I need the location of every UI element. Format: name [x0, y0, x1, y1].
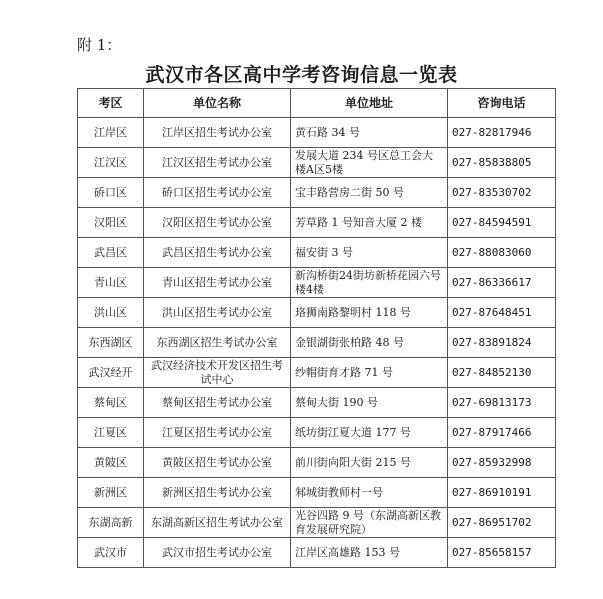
- office-name-cell: 洪山区招生考试办公室: [144, 298, 291, 328]
- column-header-phone: 咨询电话: [448, 89, 556, 118]
- district-cell: 青山区: [78, 268, 144, 298]
- addr-cell: 光谷四路 9 号（东湖高新区教育发展研究院）: [291, 508, 448, 538]
- district-cell: 洪山区: [78, 298, 144, 328]
- district-cell: 武汉市: [78, 538, 144, 568]
- phone-cell: 027-84852130: [448, 358, 556, 388]
- addr-cell: 珞狮南路黎明村 118 号: [291, 298, 448, 328]
- office-name-cell: 蔡甸区招生考试办公室: [144, 388, 291, 418]
- phone-cell: 027-83530702: [448, 178, 556, 208]
- office-name-cell: 武昌区招生考试办公室: [144, 238, 291, 268]
- office-name-cell: 江岸区招生考试办公室: [144, 118, 291, 148]
- district-cell: 武汉经开: [78, 358, 144, 388]
- table-row: [78, 388, 556, 418]
- consultation-info-table: [77, 88, 556, 568]
- district-cell: 东西湖区: [78, 328, 144, 358]
- table-header-row: [78, 89, 556, 118]
- table-row: [78, 478, 556, 508]
- column-header-district: 考区: [78, 89, 144, 118]
- phone-cell: 027-82817946: [448, 118, 556, 148]
- addr-cell: 芳草路 1 号知音大厦 2 楼: [291, 208, 448, 238]
- table-row: [78, 238, 556, 268]
- office-name-cell: 东西湖区招生考试办公室: [144, 328, 291, 358]
- addr-cell: 蔡甸大街 190 号: [291, 388, 448, 418]
- table-row: [78, 538, 556, 568]
- phone-cell: 027-86951702: [448, 508, 556, 538]
- phone-cell: 027-85838805: [448, 148, 556, 178]
- table-row: [78, 178, 556, 208]
- column-header-address: 单位地址: [291, 89, 448, 118]
- column-header-office: 单位名称: [144, 89, 291, 118]
- table-row: [78, 448, 556, 478]
- district-cell: 江岸区: [78, 118, 144, 148]
- table-body: [78, 118, 556, 568]
- addr-cell: 纱帽街育才路 71 号: [291, 358, 448, 388]
- office-name-cell: 新洲区招生考试办公室: [144, 478, 291, 508]
- office-name-cell: 青山区招生考试办公室: [144, 268, 291, 298]
- district-cell: 黄陂区: [78, 448, 144, 478]
- district-cell: 江汉区: [78, 148, 144, 178]
- addr-cell: 邾城街教师村一号: [291, 478, 448, 508]
- phone-cell: 027-87917466: [448, 418, 556, 448]
- document-title: 武汉市各区高中学考咨询信息一览表: [145, 64, 458, 86]
- phone-cell: 027-88083060: [448, 238, 556, 268]
- addr-cell: 金银湖街张柏路 48 号: [291, 328, 448, 358]
- table-row: [78, 358, 556, 388]
- office-name-cell: 江夏区招生考试办公室: [144, 418, 291, 448]
- table-row: [78, 208, 556, 238]
- addr-cell: 纸坊街江夏大道 177 号: [291, 418, 448, 448]
- appendix-label: 附 1：: [77, 36, 122, 54]
- office-name-cell: 武汉市招生考试办公室: [144, 538, 291, 568]
- addr-cell: 江岸区高雄路 153 号: [291, 538, 448, 568]
- addr-cell: 前川街向阳大街 215 号: [291, 448, 448, 478]
- district-cell: 江夏区: [78, 418, 144, 448]
- office-name-cell: 硚口区招生考试办公室: [144, 178, 291, 208]
- district-cell: 东湖高新: [78, 508, 144, 538]
- addr-cell: 发展大道 234 号区总工会大楼A区5楼: [291, 148, 448, 178]
- office-name-cell: 江汉区招生考试办公室: [144, 148, 291, 178]
- phone-cell: 027-84594591: [448, 208, 556, 238]
- table-row: [78, 118, 556, 148]
- phone-cell: 027-86336617: [448, 268, 556, 298]
- district-cell: 汉阳区: [78, 208, 144, 238]
- addr-cell: 宝丰路营房二街 50 号: [291, 178, 448, 208]
- phone-cell: 027-87648451: [448, 298, 556, 328]
- addr-cell: 新沟桥街24街坊新桥花园六号楼4楼: [291, 268, 448, 298]
- addr-cell: 黄石路 34 号: [291, 118, 448, 148]
- phone-cell: 027-85932998: [448, 448, 556, 478]
- table-row: [78, 148, 556, 178]
- district-cell: 硚口区: [78, 178, 144, 208]
- district-cell: 蔡甸区: [78, 388, 144, 418]
- office-name-cell: 东湖高新区招生考试办公室: [144, 508, 291, 538]
- addr-cell: 福安街 3 号: [291, 238, 448, 268]
- phone-cell: 027-85658157: [448, 538, 556, 568]
- district-cell: 新洲区: [78, 478, 144, 508]
- table-row: [78, 418, 556, 448]
- phone-cell: 027-83891824: [448, 328, 556, 358]
- table-row: [78, 298, 556, 328]
- office-name-cell: 汉阳区招生考试办公室: [144, 208, 291, 238]
- table-row: [78, 508, 556, 538]
- table-row: [78, 328, 556, 358]
- phone-cell: 027-86910191: [448, 478, 556, 508]
- table-row: [78, 268, 556, 298]
- office-name-cell: 武汉经济技术开发区招生考试中心: [144, 358, 291, 388]
- phone-cell: 027-69813173: [448, 388, 556, 418]
- office-name-cell: 黄陂区招生考试办公室: [144, 448, 291, 478]
- district-cell: 武昌区: [78, 238, 144, 268]
